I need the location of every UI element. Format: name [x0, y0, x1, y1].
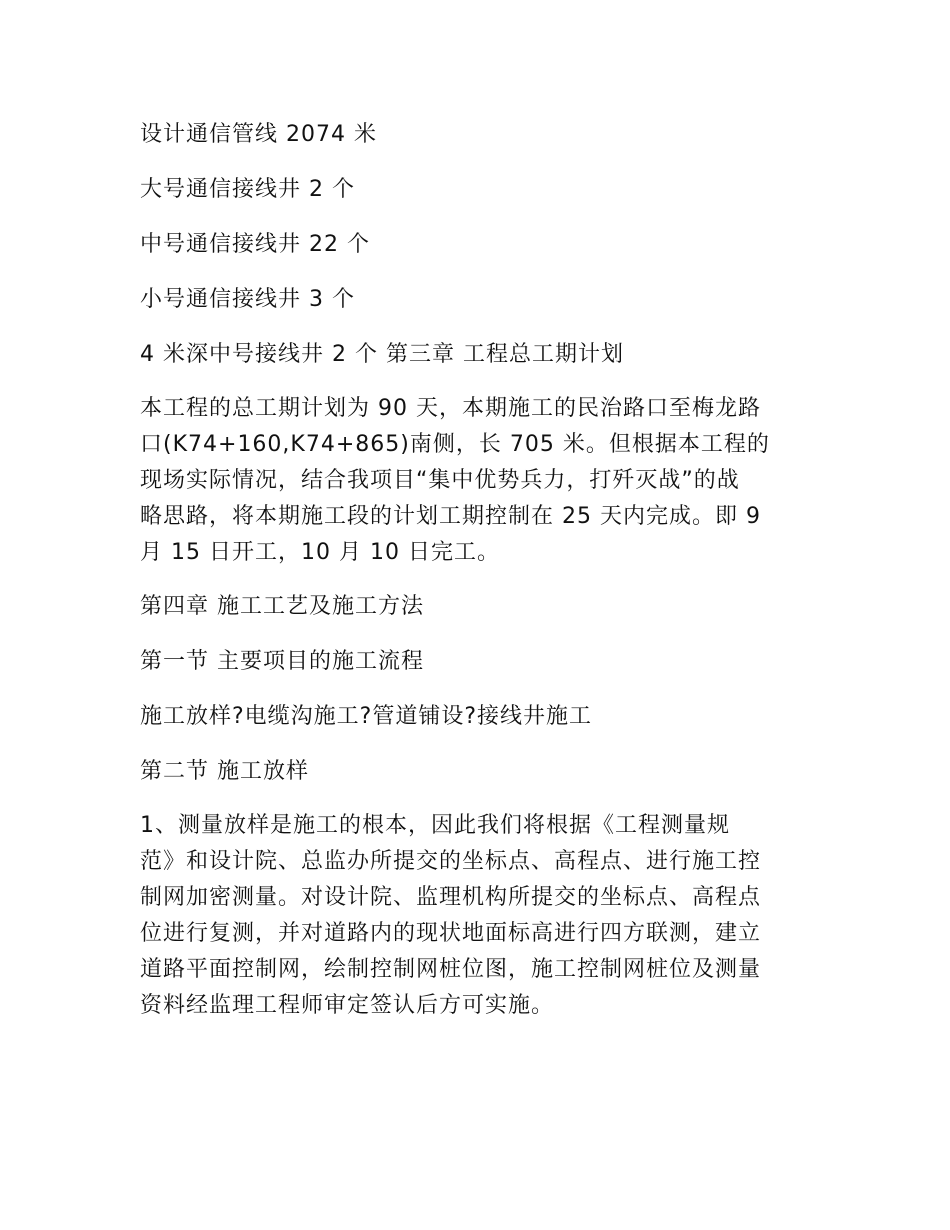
text-line-deep-wells-chapter3: 4 米深中号接线井 2 个 第三章 工程总工期计划 — [140, 342, 624, 367]
paragraph-line: 道路平面控制网，绘制控制网桩位图，施工控制网桩位及测量 — [140, 957, 762, 982]
process-flow-text: 施工放样?电缆沟施工?管道铺设?接线井施工 — [140, 704, 593, 729]
schedule-paragraph — [140, 391, 810, 571]
section-2-title: 第二节 施工放样 — [140, 759, 309, 784]
document-body — [140, 116, 810, 1041]
text-line-large-wells: 大号通信接线井 2 个 — [140, 177, 355, 202]
paragraph-line: 范》和设计院、总监办所提交的坐标点、高程点、进行施工控 — [140, 849, 762, 874]
survey-paragraph — [140, 808, 810, 1024]
text-line-pipeline-length: 设计通信管线 2074 米 — [140, 122, 377, 147]
paragraph-line: 本工程的总工期计划为 90 天，本期施工的民治路口至梅龙路 — [140, 396, 761, 421]
paragraph-line: 资料经监理工程师审定签认后方可实施。 — [140, 993, 555, 1018]
text-line-medium-wells: 中号通信接线井 22 个 — [140, 232, 370, 257]
paragraph-line: 1、测量放样是施工的根本，因此我们将根据《工程测量规 — [140, 813, 730, 838]
paragraph-line: 月 15 日开工，10 月 10 日完工。 — [140, 540, 500, 565]
paragraph-line: 口(K74+160,K74+865)南侧，长 705 米。但根据本工程的 — [140, 432, 770, 457]
chapter-4-title: 第四章 施工工艺及施工方法 — [140, 594, 424, 619]
paragraph-line: 略思路，将本期施工段的计划工期控制在 25 天内完成。即 9 — [140, 504, 761, 529]
text-line-small-wells: 小号通信接线井 3 个 — [140, 287, 355, 312]
paragraph-line: 现场实际情况，结合我项目“集中优势兵力，打歼灭战”的战 — [140, 468, 740, 493]
paragraph-line: 制网加密测量。对设计院、监理机构所提交的坐标点、高程点 — [140, 885, 762, 910]
section-1-title: 第一节 主要项目的施工流程 — [140, 649, 424, 674]
paragraph-line: 位进行复测，并对道路内的现状地面标高进行四方联测，建立 — [140, 921, 762, 946]
